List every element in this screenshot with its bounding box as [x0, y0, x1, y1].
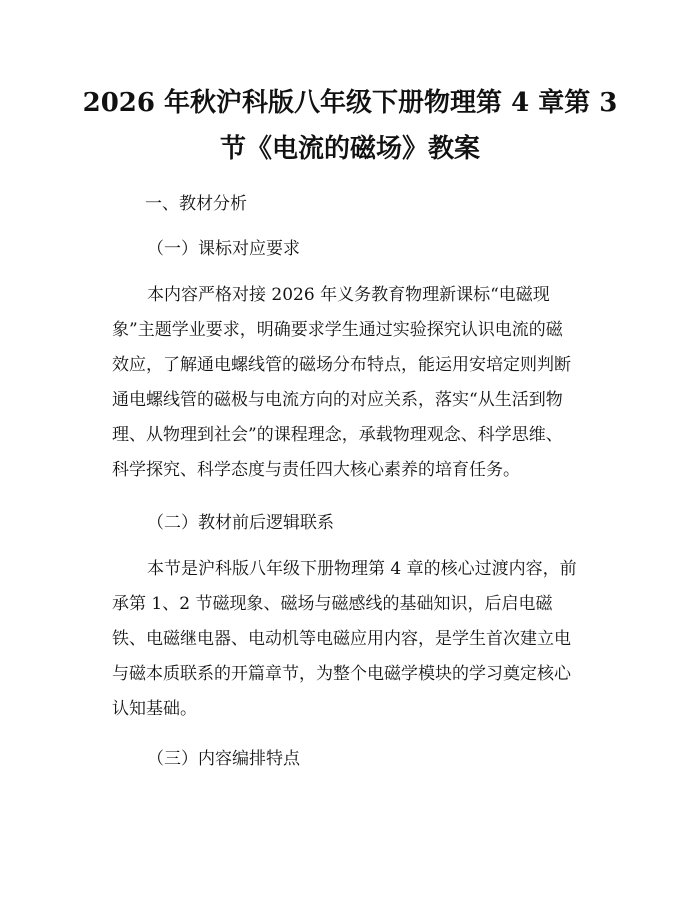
subsection-heading-logical-connections: （二）教材前后逻辑联系 [147, 513, 334, 533]
section-heading-teaching-material-analysis: 一、教材分析 [145, 194, 247, 214]
paragraph-line: 理、从物理到社会”的课程理念，承载物理观念、科学思维、 [112, 425, 563, 445]
document-title-line-1: 2026 年秋沪科版八年级下册物理第 4 章第 3 [82, 88, 618, 118]
paragraph-line: 象”主题学业要求，明确要求学生通过实验探究认识电流的磁 [112, 320, 563, 340]
paragraph-line: 承第 1、2 节磁现象、磁场与磁感线的基础知识，后启电磁 [112, 594, 553, 614]
subsection-heading-content-arrangement: （三）内容编排特点 [147, 749, 300, 769]
paragraph-line: 与磁本质联系的开篇章节，为整个电磁学模块的学习奠定核心 [112, 664, 571, 684]
paragraph-line: 科学探究、科学态度与责任四大核心素养的培育任务。 [112, 460, 520, 480]
paragraph-line: 效应，了解通电螺线管的磁场分布特点，能运用安培定则判断 [112, 355, 571, 375]
paragraph-line: 本内容严格对接 2026 年义务教育物理新课标“电磁现 [147, 285, 550, 305]
document-title-line-2: 节《电流的磁场》教案 [219, 134, 480, 164]
paragraph-line: 通电螺线管的磁极与电流方向的对应关系，落实“从生活到物 [112, 390, 563, 410]
paragraph-line: 认知基础。 [112, 699, 197, 719]
paragraph-line: 本节是沪科版八年级下册物理第 4 章的核心过渡内容，前 [147, 559, 577, 579]
subsection-heading-curriculum-requirements: （一）课标对应要求 [147, 239, 300, 259]
paragraph-line: 铁、电磁继电器、电动机等电磁应用内容，是学生首次建立电 [112, 629, 571, 649]
